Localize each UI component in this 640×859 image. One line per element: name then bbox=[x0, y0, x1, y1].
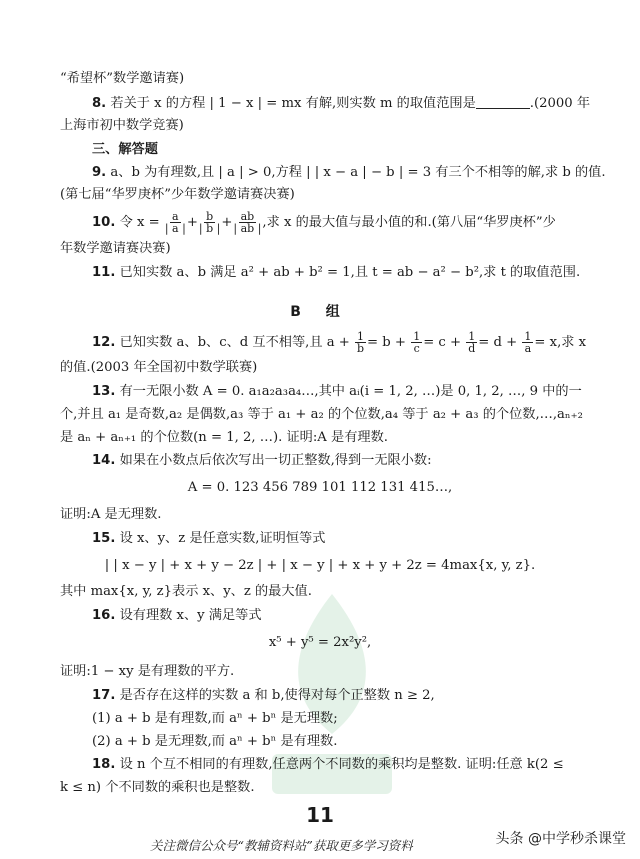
display-equation: x⁵ + y⁵ = 2x²y², bbox=[268, 635, 372, 650]
text-line: (1) a + b 是有理数,而 aⁿ + bⁿ 是无理数; bbox=[92, 711, 338, 726]
problem-8: 8. 若关于 x 的方程 | 1 − x | = mx 有解,则实数 m 的取值范围是 .(2000 年 bbox=[92, 96, 591, 111]
text-line: “希望杯”数学邀请赛) bbox=[60, 71, 185, 86]
display-equation: A = 0. 123 456 789 101 112 131 415…, bbox=[187, 480, 453, 495]
text-line: (2) a + b 是无理数,而 aⁿ + bⁿ 是有理数. bbox=[92, 734, 338, 749]
problem-17: 17. 是否存在这样的实数 a 和 b,使得对每个正整数 n ≥ 2, bbox=[92, 688, 435, 703]
fraction: $\frac{b}{| b |}$ bbox=[198, 210, 221, 235]
text-line: k ≤ n) 个不同数的乘积也是整数. bbox=[60, 780, 255, 795]
problem-15: 15. 设 x、y、z 是任意实数,证明恒等式 bbox=[92, 531, 326, 546]
text-line: 是 aₙ + aₙ₊₁ 的个位数(n = 1, 2, …). 证明:A 是有理数. bbox=[60, 430, 388, 445]
text-line: 证明:1 − xy 是有理数的平方. bbox=[60, 664, 235, 679]
text-line: 其中 max{x, y, z}表示 x、y、z 的最大值. bbox=[60, 584, 312, 599]
text-line: 个,并且 a₁ 是奇数,a₂ 是偶数,a₃ 等于 a₁ + a₂ 的个位数,a₄ 等于 a₂ + a₃ 的个位数,…,aₙ₊₂ bbox=[60, 407, 583, 422]
source-watermark: 头条 @中学秒杀课堂 bbox=[490, 826, 632, 850]
problem-9: 9. a、b 为有理数,且 | a | > 0,方程 | | x − a | − b | = 3 有三个不相等的解,求 b 的值. bbox=[92, 165, 606, 180]
footer-note: 关注微信公众号“教辅资料站”获取更多学习资料 bbox=[150, 838, 413, 853]
text-line: 的值.(2003 年全国初中数学联赛) bbox=[60, 360, 258, 375]
problem-14: 14. 如果在小数点后依次写出一切正整数,得到一无限小数: bbox=[92, 453, 432, 468]
answer-blank bbox=[476, 96, 530, 109]
problem-10: 10. 令 x = $\frac{a}{| a |}$ + $\frac{b}{| b |}$ + $\frac{ab}{| ab |}$ ,求 x 的最大值与最小值的和.(第八届“华罗庚杯”少 bbox=[92, 210, 556, 235]
fraction: $\frac{1}{c}$ bbox=[413, 330, 421, 355]
problem-16: 16. 设有理数 x、y 满足等式 bbox=[92, 608, 262, 623]
text-line: 年数学邀请赛决赛) bbox=[60, 241, 171, 256]
fraction: $\frac{ab}{| ab |}$ bbox=[233, 210, 262, 235]
text-line: (第七届“华罗庚杯”少年数学邀请赛决赛) bbox=[60, 187, 295, 202]
problem-18: 18. 设 n 个互不相同的有理数,任意两个不同数的乘积均是整数. 证明:任意 k(2 ≤ bbox=[92, 757, 564, 772]
group-title: B 组 bbox=[290, 304, 350, 320]
text-line: 上海市初中数学竞赛) bbox=[60, 118, 184, 133]
problem-12: 12. 已知实数 a、b、c、d 互不相等,且 a + $\frac{1}{b}$ = b + $\frac{1}{c}$ = c + $\frac{1}{d}$ = d + $\frac{1}{a}$ = x,求 x bbox=[92, 330, 587, 355]
problem-13: 13. 有一无限小数 A = 0. a₁a₂a₃a₄…,其中 aᵢ(i = 1, 2, …)是 0, 1, 2, …, 9 中的一 bbox=[92, 384, 582, 399]
fraction: $\frac{1}{b}$ bbox=[357, 330, 365, 355]
text-line: 证明:A 是无理数. bbox=[60, 507, 162, 522]
fraction: $\frac{a}{| a |}$ bbox=[164, 210, 186, 235]
fraction: $\frac{1}{d}$ bbox=[468, 330, 476, 355]
fraction: $\frac{1}{a}$ bbox=[524, 330, 532, 355]
section-heading: 三、解答题 bbox=[92, 142, 158, 157]
page-number: 11 bbox=[306, 803, 334, 827]
problem-11: 11. 已知实数 a、b 满足 a² + ab + b² = 1,且 t = ab − a² − b²,求 t 的取值范围. bbox=[92, 265, 581, 280]
display-equation: | | x − y | + x + y − 2z | + | x − y | + x + y + 2z = 4max{x, y, z}. bbox=[104, 558, 536, 573]
